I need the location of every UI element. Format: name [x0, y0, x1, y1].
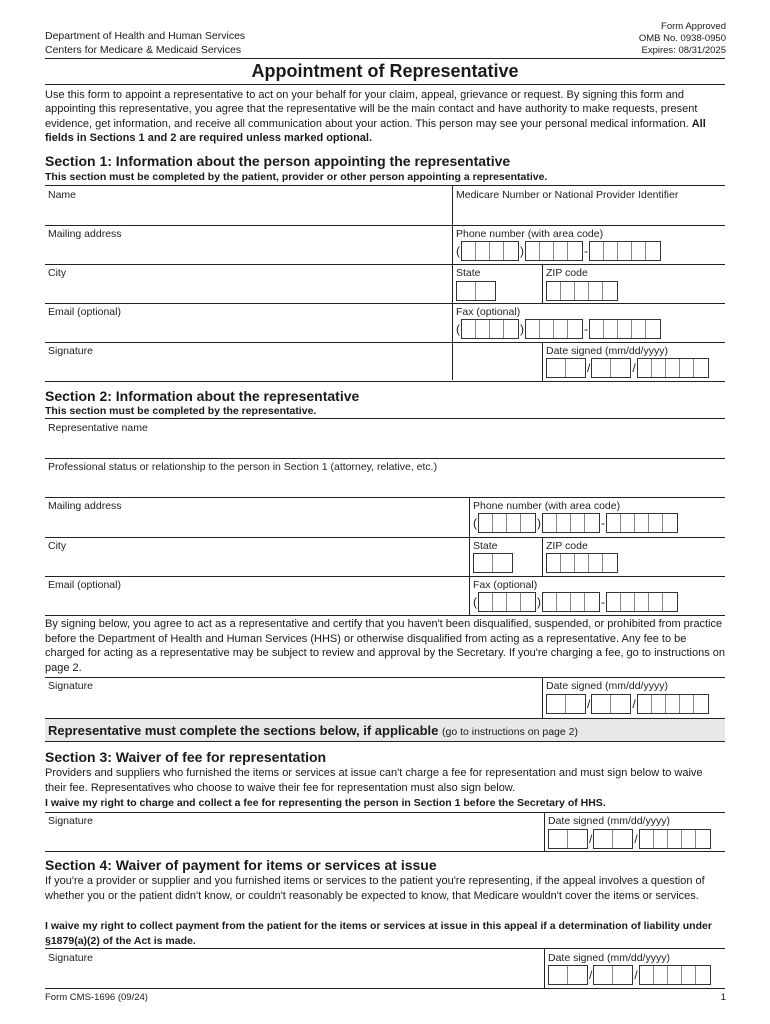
s1-medicare-field[interactable] — [456, 200, 724, 224]
s1-email-field[interactable] — [48, 318, 448, 342]
s1-fax-label: Fax (optional) — [456, 306, 521, 318]
s2-signature-field[interactable] — [48, 692, 538, 716]
s2-zip-label: ZIP code — [546, 540, 588, 552]
s2-date-field[interactable]: / / — [546, 694, 709, 714]
s1-mailing-field[interactable] — [48, 240, 448, 264]
s2-city-field[interactable] — [48, 552, 466, 576]
s1-zip-field[interactable] — [546, 281, 618, 301]
s2-status-field[interactable] — [48, 473, 724, 497]
s1-state-field[interactable] — [456, 281, 496, 301]
s3-date-label: Date signed (mm/dd/yyyy) — [548, 815, 670, 827]
s1-date-label: Date signed (mm/dd/yyyy) — [546, 345, 668, 357]
s2-certification: By signing below, you agree to act as a representative and certify that you haven't been disqualified, suspended, or prohibited from practice before the Department of Health and Human Services (HHS) or otherwise disqualified from acting as a representative. Any fee to be charged for acting as a representative may be subject to review and approval by the Secretary. If you're charging a fee, go to instructions on page 2. — [45, 618, 725, 674]
section4-text: If you're a provider or supplier and you furnished items or services to the patient you're representing, if the appeal involves a question of whether you or the patient didn't know, or couldn't reasonably be expected to know, that Medicare wouldn't cover the items or services. — [45, 875, 705, 902]
divider — [45, 537, 725, 538]
s2-fax-label: Fax (optional) — [473, 579, 538, 591]
page-number: 1 — [720, 992, 726, 1003]
section3-text: Providers and suppliers who furnished the items or services at issue can't charge a fee for representation and must sign below to waive their fee. Representatives who choose to waive their fee for representation must also sign below. — [45, 767, 703, 794]
divider — [45, 84, 725, 85]
optional-sections-banner — [45, 718, 725, 742]
section4-heading: Section 4: Waiver of payment for items or services at issue — [45, 857, 437, 873]
omb-number: OMB No. 0938-0950 — [638, 33, 726, 44]
section2-subheading: This section must be completed by the representative. — [45, 405, 317, 417]
s1-medicare-label: Medicare Number or National Provider Identifier — [456, 189, 679, 201]
s2-status-label: Professional status or relationship to the person in Section 1 (attorney, relative, etc.) — [48, 461, 438, 473]
s1-date-field[interactable]: / / — [546, 358, 709, 378]
s1-mailing-label: Mailing address — [48, 228, 122, 240]
divider — [45, 497, 725, 498]
s1-signature-field[interactable] — [48, 357, 538, 381]
divider — [542, 677, 543, 718]
s2-date-label: Date signed (mm/dd/yyyy) — [546, 680, 668, 692]
divider — [45, 948, 725, 949]
s1-zip-label: ZIP code — [546, 267, 588, 279]
expiration: Expires: 08/31/2025 — [641, 45, 726, 56]
s4-signature-label: Signature — [48, 952, 93, 964]
divider — [45, 58, 725, 59]
divider — [45, 615, 725, 616]
divider — [45, 812, 725, 813]
s1-name-label: Name — [48, 189, 77, 201]
divider — [469, 497, 470, 615]
s2-city-label: City — [48, 540, 67, 552]
divider — [45, 225, 725, 226]
banner-note: (go to instructions on page 2) — [441, 726, 578, 738]
s1-phone-label: Phone number (with area code) — [456, 228, 604, 240]
s2-rep-name-field[interactable] — [48, 434, 724, 458]
s1-name-field[interactable] — [48, 200, 448, 224]
s3-signature-label: Signature — [48, 815, 93, 827]
s2-zip-field[interactable] — [546, 553, 618, 573]
divider — [542, 537, 543, 576]
omb-approval — [639, 21, 726, 57]
section1-subheading: This section must be completed by the patient, provider or other person appointing a representative. — [45, 171, 548, 183]
s1-state-label: State — [456, 267, 481, 279]
divider — [542, 264, 543, 303]
intro-required-note: All fields in Sections 1 and 2 are required unless marked optional. — [45, 117, 706, 144]
divider — [544, 812, 545, 852]
s2-phone-field[interactable]: ( ) - — [472, 513, 678, 533]
s1-fax-field[interactable]: ( ) - — [455, 319, 661, 339]
divider — [45, 381, 725, 382]
s2-email-field[interactable] — [48, 591, 466, 615]
divider — [542, 342, 543, 382]
s2-state-field[interactable] — [473, 553, 513, 573]
page-title: Appointment of Representative — [251, 61, 519, 81]
divider — [45, 418, 725, 419]
s2-rep-name-label: Representative name — [48, 422, 148, 434]
s2-mailing-field[interactable] — [48, 512, 466, 536]
divider — [45, 458, 725, 459]
s2-signature-label: Signature — [48, 680, 93, 692]
s1-city-label: City — [48, 267, 67, 279]
s4-date-label: Date signed (mm/dd/yyyy) — [548, 952, 670, 964]
s1-city-field[interactable] — [48, 279, 448, 303]
section2-heading: Section 2: Information about the representative — [45, 388, 360, 404]
s2-email-label: Email (optional) — [48, 579, 121, 591]
s4-signature-field[interactable] — [48, 963, 540, 987]
divider — [544, 948, 545, 988]
divider — [45, 264, 725, 265]
form-approved: Form Approved — [661, 21, 726, 32]
divider — [45, 988, 725, 989]
section4-waiver-statement: I waive my right to collect payment from the patient for the items or services at issue in this appeal if a determination of liability under §1879(a)(2) of the Act is made. — [45, 920, 712, 947]
dept-name: Department of Health and Human Services — [45, 30, 246, 42]
s1-signature-label: Signature — [48, 345, 93, 357]
section3-waiver-statement: I waive my right to charge and collect a fee for representing the person in Section 1 before the Secretary of HHS. — [45, 797, 606, 809]
intro-paragraph — [45, 88, 725, 145]
divider — [45, 342, 725, 343]
divider — [45, 185, 725, 186]
form-number: Form CMS-1696 (09/24) — [45, 992, 148, 1003]
divider — [45, 576, 725, 577]
agency-block — [45, 30, 245, 57]
section1-heading: Section 1: Information about the person appointing the representative — [45, 153, 511, 169]
intro-text: Use this form to appoint a representative to act on your behalf for your claim, appeal, grievance or request. By signing this form and appointing this representative, you agree that the representative will be the main contact and have authority to make requests, present evidence, get information, and receive all communication about your action. This person may see your personal medical information. — [45, 89, 698, 130]
agency-name: Centers for Medicare & Medicaid Services — [45, 43, 242, 56]
divider — [45, 677, 725, 678]
divider — [45, 851, 725, 852]
section3-heading: Section 3: Waiver of fee for representation — [45, 749, 327, 765]
s2-mailing-label: Mailing address — [48, 500, 122, 512]
divider — [452, 185, 453, 380]
s3-date-field[interactable]: / / — [548, 829, 711, 849]
banner-text: Representative must complete the sections below, if applicable — [48, 723, 439, 738]
s4-date-field[interactable]: / / — [548, 965, 711, 985]
s2-fax-field[interactable]: ( ) - — [472, 592, 678, 612]
s2-phone-label: Phone number (with area code) — [473, 500, 621, 512]
s3-signature-field[interactable] — [48, 827, 540, 851]
s2-state-label: State — [473, 540, 498, 552]
s1-email-label: Email (optional) — [48, 306, 121, 318]
divider — [45, 303, 725, 304]
s1-phone-field[interactable]: ( ) - — [455, 241, 661, 261]
